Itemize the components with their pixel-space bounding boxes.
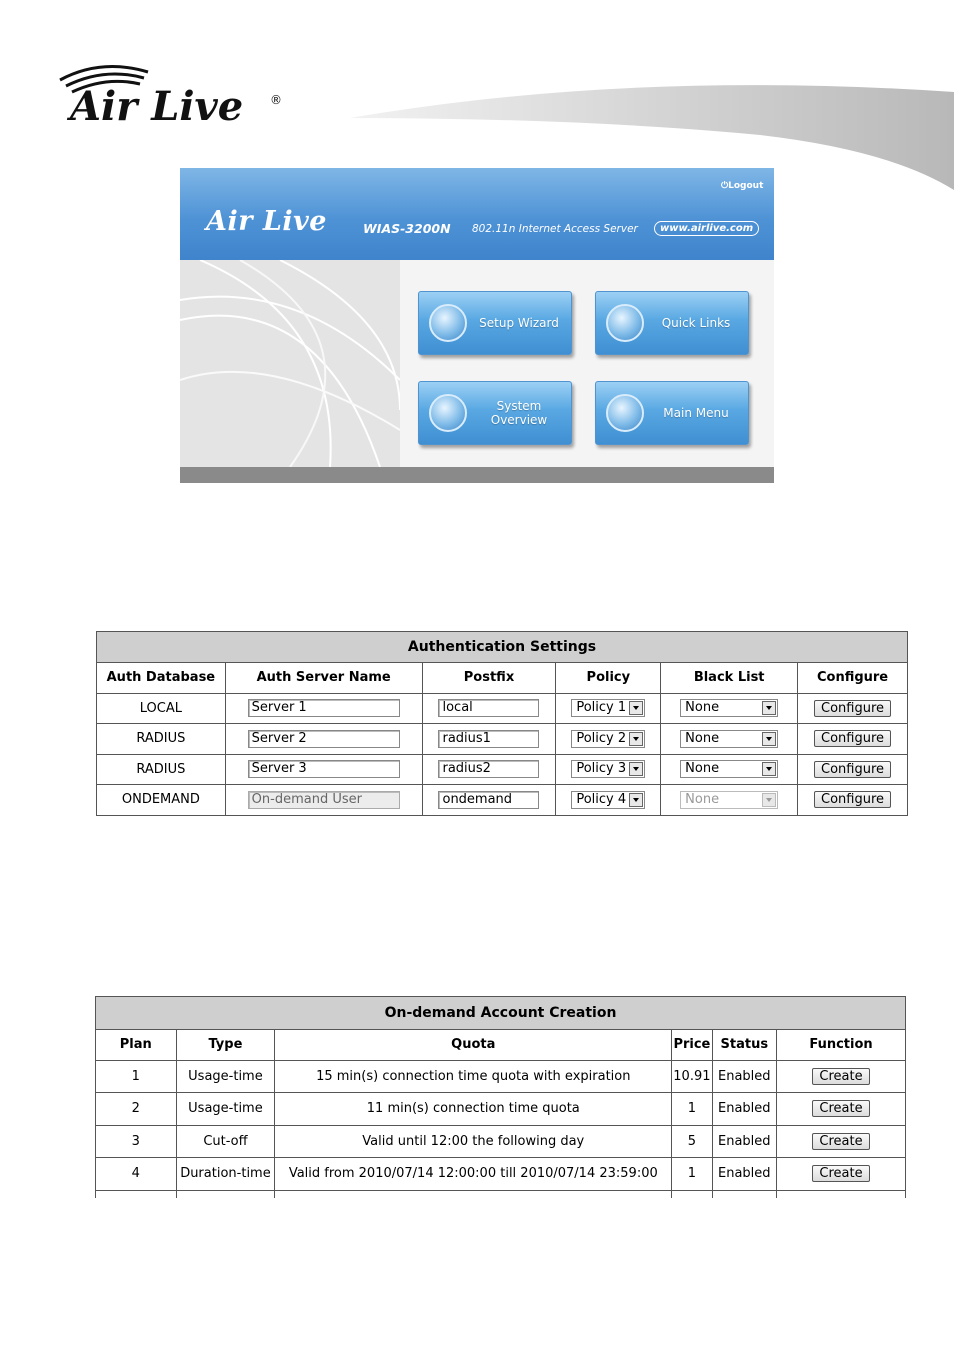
blacklist-cell [661, 754, 798, 785]
policy-select[interactable]: Policy 1 [571, 699, 645, 717]
chevron-down-icon [629, 732, 643, 746]
device-ui-screenshot [180, 168, 774, 483]
server-name-input-disabled: On-demand User [248, 791, 400, 809]
type-cell: Cut-off [176, 1125, 275, 1158]
create-button[interactable]: Create [812, 1133, 870, 1150]
setup-wizard-button[interactable]: Setup Wizard [418, 291, 572, 355]
type-cell: Usage-time [176, 1093, 275, 1126]
device-brand: Air Live [206, 206, 327, 237]
wand-icon [429, 304, 467, 342]
partial-cell [176, 1190, 275, 1198]
table-row [96, 1093, 906, 1126]
col-auth-server-name: Auth Server Name [225, 662, 422, 693]
chevron-down-icon [762, 732, 776, 746]
quota-cell: Valid from 2010/07/14 12:00:00 till 2010/07/14 23:59:00 [275, 1158, 672, 1191]
col-postfix: Postfix [422, 662, 556, 693]
configure-cell [798, 754, 908, 785]
chevron-down-icon [629, 701, 643, 715]
logo-wordmark: Air Live [70, 83, 244, 128]
col-price: Price [672, 1029, 712, 1060]
server-name-cell [225, 693, 422, 724]
col-function: Function [777, 1029, 906, 1060]
auth-db-cell: LOCAL [97, 693, 226, 724]
airlive-logo-graphic [56, 58, 296, 128]
blacklist-cell [661, 693, 798, 724]
partial-cell [777, 1190, 906, 1198]
logo-trademark: ® [270, 93, 282, 107]
auth-db-cell: RADIUS [97, 754, 226, 785]
auth-db-cell: ONDEMAND [97, 785, 226, 816]
ondemand-table-viewport [95, 996, 907, 1198]
function-cell [777, 1158, 906, 1191]
ondemand-table-title: On-demand Account Creation [96, 997, 906, 1030]
configure-cell [798, 693, 908, 724]
col-type: Type [176, 1029, 275, 1060]
col-auth-database: Auth Database [97, 662, 226, 693]
price-cell: 10.91 [672, 1060, 712, 1093]
table-row [97, 724, 908, 755]
auth-db-cell: RADIUS [97, 724, 226, 755]
partial-cell [672, 1190, 712, 1198]
create-button[interactable]: Create [812, 1100, 870, 1117]
ondemand-header-row [96, 1029, 906, 1060]
policy-cell [556, 724, 661, 755]
blacklist-cell [661, 785, 798, 816]
policy-cell [556, 693, 661, 724]
chevron-down-icon [629, 793, 643, 807]
quick-links-button[interactable]: Quick Links [595, 291, 749, 355]
system-overview-button[interactable]: System Overview [418, 381, 572, 445]
main-menu-button[interactable]: Main Menu [595, 381, 749, 445]
monitor-icon [606, 394, 644, 432]
postfix-input[interactable]: local [438, 699, 539, 717]
device-model: WIAS-3200N [363, 221, 451, 236]
device-footer-bar [180, 467, 774, 483]
status-cell: Enabled [712, 1158, 776, 1191]
blacklist-select[interactable]: None [680, 699, 778, 717]
authentication-settings-table [96, 631, 908, 816]
status-cell: Enabled [712, 1093, 776, 1126]
postfix-cell [422, 724, 556, 755]
blacklist-select[interactable]: None [680, 730, 778, 748]
chevron-down-icon [762, 762, 776, 776]
blacklist-select-disabled: None [680, 791, 778, 809]
logout-link[interactable]: ⏻Logout [721, 181, 764, 191]
function-cell [777, 1125, 906, 1158]
blacklist-select[interactable]: None [680, 760, 778, 778]
table-row [96, 1125, 906, 1158]
server-name-cell [225, 785, 422, 816]
decorative-lines-art [180, 260, 400, 467]
configure-cell [798, 724, 908, 755]
configure-button[interactable]: Configure [814, 730, 891, 747]
postfix-cell [422, 754, 556, 785]
col-status: Status [712, 1029, 776, 1060]
postfix-input[interactable]: radius2 [438, 760, 539, 778]
price-cell: 1 [672, 1093, 712, 1126]
table-row [97, 693, 908, 724]
power-icon: ⏻ [721, 181, 729, 191]
plan-cell: 4 [96, 1158, 177, 1191]
postfix-input[interactable]: radius1 [438, 730, 539, 748]
ondemand-account-table [95, 996, 906, 1198]
auth-table-title: Authentication Settings [97, 632, 908, 663]
col-policy: Policy [556, 662, 661, 693]
policy-cell [556, 785, 661, 816]
price-cell: 5 [672, 1125, 712, 1158]
partial-cell [275, 1190, 672, 1198]
configure-button[interactable]: Configure [814, 761, 891, 778]
postfix-input[interactable]: ondemand [438, 791, 539, 809]
device-url-badge[interactable]: www.airlive.com [654, 221, 759, 236]
plan-cell: 1 [96, 1060, 177, 1093]
price-cell: 1 [672, 1158, 712, 1191]
table-row [96, 1060, 906, 1093]
create-button[interactable]: Create [812, 1068, 870, 1085]
col-quota: Quota [275, 1029, 672, 1060]
chevron-down-icon [762, 793, 776, 807]
col-plan: Plan [96, 1029, 177, 1060]
table-row [97, 785, 908, 816]
function-cell [777, 1060, 906, 1093]
server-name-input[interactable]: Server 2 [248, 730, 400, 748]
table-row [97, 754, 908, 785]
type-cell: Duration-time [176, 1158, 275, 1191]
configure-button[interactable]: Configure [814, 791, 891, 808]
monitor-icon [429, 394, 467, 432]
server-name-cell [225, 754, 422, 785]
create-button[interactable]: Create [812, 1165, 870, 1182]
server-name-input[interactable]: Server 1 [248, 699, 400, 717]
status-cell: Enabled [712, 1060, 776, 1093]
blacklist-cell [661, 724, 798, 755]
policy-cell [556, 754, 661, 785]
table-row-partial [96, 1190, 906, 1198]
plan-cell: 2 [96, 1093, 177, 1126]
partial-cell [96, 1190, 177, 1198]
configure-cell [798, 785, 908, 816]
type-cell: Usage-time [176, 1060, 275, 1093]
col-black-list: Black List [661, 662, 798, 693]
auth-header-row [97, 662, 908, 693]
configure-button[interactable]: Configure [814, 700, 891, 717]
table-row [96, 1158, 906, 1191]
quota-cell: 15 min(s) connection time quota with expiration [275, 1060, 672, 1093]
status-cell: Enabled [712, 1125, 776, 1158]
chevron-down-icon [762, 701, 776, 715]
quota-cell: Valid until 12:00 the following day [275, 1125, 672, 1158]
box-icon [606, 304, 644, 342]
server-name-input[interactable]: Server 3 [248, 760, 400, 778]
plan-cell: 3 [96, 1125, 177, 1158]
policy-select[interactable]: Policy 2 [571, 730, 645, 748]
chevron-down-icon [629, 762, 643, 776]
lines-art-graphic [180, 260, 400, 467]
policy-select[interactable]: Policy 4 [571, 791, 645, 809]
server-name-cell [225, 724, 422, 755]
function-cell [777, 1093, 906, 1126]
partial-cell [712, 1190, 776, 1198]
quota-cell: 11 min(s) connection time quota [275, 1093, 672, 1126]
device-description: 802.11n Internet Access Server [472, 223, 638, 235]
airlive-logo [56, 58, 296, 128]
postfix-cell [422, 693, 556, 724]
col-configure: Configure [798, 662, 908, 693]
postfix-cell [422, 785, 556, 816]
policy-select[interactable]: Policy 3 [571, 760, 645, 778]
